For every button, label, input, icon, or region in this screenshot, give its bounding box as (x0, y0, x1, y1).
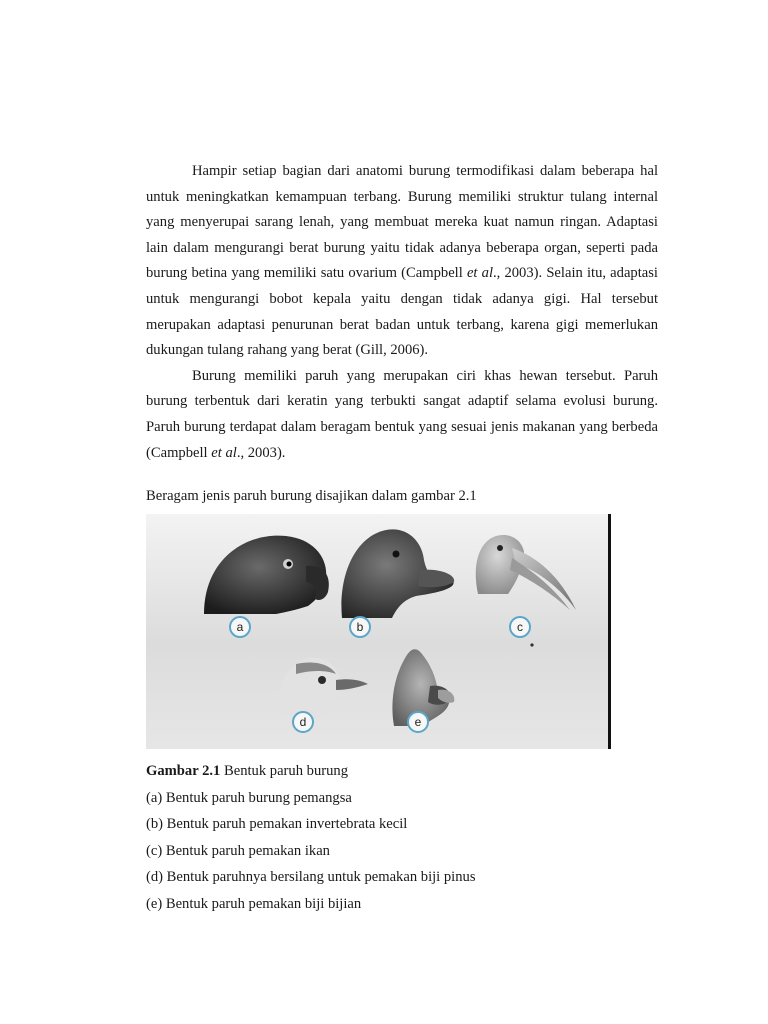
figure-border-line (608, 514, 611, 749)
paragraph-1-text-b: ., 2003). Selain itu, adaptasi untuk mengurangi bobot kepala yaitu dengan tidak adanya gigi. Hal tersebut merupakan adaptasi penurunan berat badan untuk terbang, karena gigi memerlukan dukungan tulang rahang yang berat (Gill, 2006). (146, 265, 658, 359)
paragraph-2 (146, 364, 658, 466)
svg-text:a: a (236, 620, 244, 634)
svg-text:c: c (517, 620, 523, 634)
caption-item-c: (c) Bentuk paruh pemakan ikan (146, 842, 330, 859)
label-badge-c (510, 617, 530, 637)
caption-item-b: (b) Bentuk paruh pemakan invertebrata kecil (146, 816, 408, 833)
paragraph-1-et-al: et al (466, 265, 493, 282)
paragraph-2-text-a: Burung memiliki paruh yang merupakan ciri khas hewan tersebut. Paruh burung terbentuk dari keratin yang terbukti sangat adaptif selama evolusi burung. Paruh burung terdapat dalam beragam bentuk yang sesuai jenis makanan yang berbeda (Campbell (146, 367, 658, 461)
caption-title-rest: Bentuk paruh burung (220, 763, 349, 779)
crossbill-head-illustration (279, 658, 368, 719)
svg-text:d: d (299, 715, 307, 729)
caption-item-e: (e) Bentuk paruh pemakan biji bijian (146, 895, 362, 912)
caption-title (146, 758, 476, 785)
duck-head-illustration (341, 529, 454, 618)
caption-item-a: (a) Bentuk paruh burung pemangsa (146, 789, 352, 806)
bird-beaks-illustration (146, 514, 608, 749)
caption-title-bold: Gambar 2.1 (146, 763, 221, 779)
paragraph-2-et-al: et al (211, 444, 237, 461)
figure-intro: Beragam jenis paruh burung disajikan dalam gambar 2.1 (146, 488, 477, 504)
label-badge-d (293, 712, 313, 732)
bird-beaks-figure (146, 514, 608, 749)
svg-text:e: e (414, 715, 422, 729)
figure-caption (146, 758, 476, 918)
paragraph-1-text-a: Hampir setiap bagian dari anatomi burung termodifikasi dalam beberapa hal untuk meningkatkan kemampuan terbang. Burung memiliki struktur tulang internal yang menyerupai sarang lenah, yang membuat mereka kuat namun ringan. Adaptasi lain dalam mengurangi berat burung yaitu tidak adanya beberapa organ, seperti pada burung betina yang memiliki satu ovarium (Campbell (146, 163, 658, 282)
label-badge-b (350, 617, 370, 637)
label-badge-e (408, 712, 428, 732)
paragraph-1 (146, 159, 658, 364)
fish-eater-head-illustration (476, 535, 576, 610)
svg-text:b: b (356, 620, 364, 634)
paragraph-2-text-b: ., 2003). (236, 444, 286, 461)
caption-item-d: (d) Bentuk paruhnya bersilang untuk pemakan biji pinus (146, 869, 476, 886)
label-badge-a (230, 617, 250, 637)
body-text (146, 159, 658, 466)
raptor-head-illustration (204, 536, 329, 614)
